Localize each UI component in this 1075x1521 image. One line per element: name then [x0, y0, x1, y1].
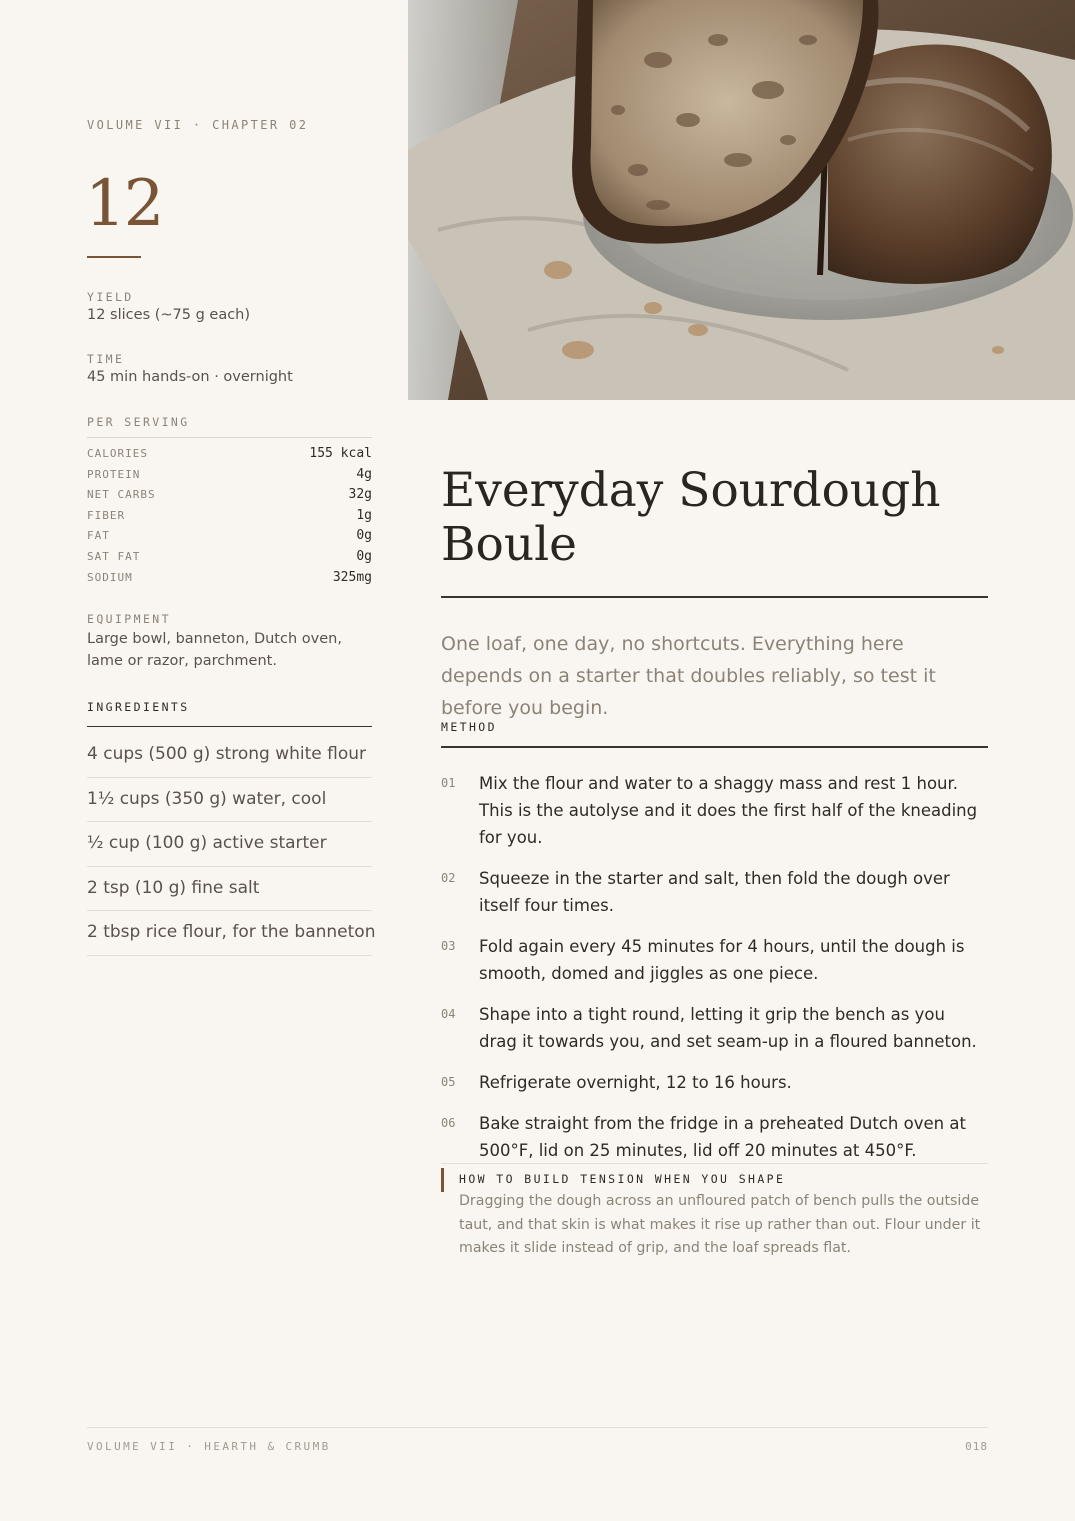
page-number: 018: [965, 1440, 988, 1453]
nutrition-table: [87, 446, 372, 590]
step-number: 03: [441, 939, 456, 953]
recipe-number: 12: [85, 167, 163, 241]
method-step: [441, 865, 988, 919]
footer-rule: [87, 1427, 988, 1428]
nutrition-row: [87, 508, 372, 529]
step-text: Bake straight from the fridge in a preheated Dutch oven at 500°F, lid on 25 minutes, lid off 20 minutes at 450°F.: [479, 1114, 966, 1160]
method-label: METHOD: [441, 720, 497, 734]
recipe-intro: One loaf, one day, no shortcuts. Everything here depends on a starter that doubles reliably, so test it before you begin.: [441, 633, 936, 719]
method-step: [441, 1110, 988, 1164]
nutrition-row: [87, 528, 372, 549]
nutrient-value: 4g: [356, 466, 372, 482]
nutrition-row: [87, 570, 372, 591]
recipe-title: Everyday Sourdough Boule: [441, 463, 941, 572]
hero-photo-bread: [408, 0, 1075, 400]
equipment-block: [87, 612, 372, 672]
nutrition-label: PER SERVING: [87, 415, 372, 438]
step-text: Shape into a tight round, letting it grip the bench as you drag it towards you, and set seam-up in a floured banneton.: [479, 1005, 977, 1051]
equipment-value: Large bowl, banneton, Dutch oven, lame or razor, parchment.: [87, 631, 342, 669]
nutrient-value: 32g: [348, 487, 372, 503]
step-number: 05: [441, 1075, 456, 1089]
nutrient-value: 0g: [356, 528, 372, 544]
yield-label: YIELD: [87, 290, 134, 304]
nutrition-row: [87, 446, 372, 467]
ingredient-item: 2 tsp (10 g) fine salt: [87, 867, 372, 912]
ingredient-item: 4 cups (500 g) strong white flour: [87, 733, 372, 778]
nutrient-value: 155 kcal: [309, 446, 372, 461]
tip-accent-bar: [441, 1168, 444, 1192]
step-number: 06: [441, 1116, 456, 1130]
tip-heading: HOW TO BUILD TENSION WHEN YOU SHAPE: [459, 1172, 786, 1186]
chapter-kicker: VOLUME VII · CHAPTER 02: [87, 118, 309, 132]
nutrient-name: PROTEIN: [87, 467, 141, 481]
nutrient-name: CALORIES: [87, 447, 148, 460]
yield-block: [87, 290, 372, 326]
ingredient-item: 2 tbsp rice flour, for the banneton: [87, 911, 372, 956]
equipment-label: EQUIPMENT: [87, 612, 171, 626]
nutrient-name: FIBER: [87, 508, 126, 522]
nutrient-name: SAT FAT: [87, 549, 141, 563]
ingredients-block: [87, 700, 376, 956]
nutrient-name: NET CARBS: [87, 488, 156, 502]
method-rule: [441, 746, 988, 748]
nutrient-value: 325mg: [332, 569, 372, 585]
nutrition-row: [87, 549, 372, 570]
nutrient-name: SODIUM: [87, 570, 133, 584]
ingredients-label: INGREDIENTS: [87, 700, 372, 727]
method-step: [441, 933, 988, 987]
method-step: [441, 1069, 988, 1096]
step-text: Mix the flour and water to a shaggy mass and rest 1 hour. This is the autolyse and it does the first half of the kneading for you.: [479, 774, 978, 847]
step-number: 02: [441, 871, 456, 885]
step-number: 01: [441, 776, 456, 790]
step-text: Squeeze in the starter and salt, then fold the dough over itself four times.: [479, 869, 950, 915]
tip-body: Dragging the dough across an unfloured patch of bench pulls the outside taut, and that skin is what makes it rise up rather than out. Flour under it makes it slide instead of grip, and the loaf spreads flat.: [459, 1193, 981, 1256]
nutrition-row: [87, 467, 372, 488]
ingredient-item: ½ cup (100 g) active starter: [87, 822, 372, 867]
title-rule: [441, 596, 988, 598]
footer-volume: VOLUME VII · HEARTH & CRUMB: [87, 1440, 331, 1453]
method-steps: [441, 770, 988, 1178]
nutrient-name: FAT: [87, 529, 110, 543]
method-step: [441, 1001, 988, 1055]
tip-box: [441, 1163, 988, 1261]
nutrient-value: 0g: [356, 548, 372, 564]
nutrition-row: [87, 487, 372, 508]
nutrient-value: 1g: [356, 507, 372, 523]
time-value: 45 min hands-on · overnight: [87, 369, 293, 385]
nutrition-block: [87, 415, 372, 590]
time-label: TIME: [87, 352, 125, 366]
step-text: Refrigerate overnight, 12 to 16 hours.: [479, 1073, 792, 1092]
ingredient-item: 1½ cups (350 g) water, cool: [87, 778, 372, 823]
ingredients-list: [87, 733, 376, 956]
method-step: [441, 770, 988, 851]
step-number: 04: [441, 1007, 456, 1021]
number-underline: [87, 256, 141, 258]
step-text: Fold again every 45 minutes for 4 hours, until the dough is smooth, domed and jiggles as one piece.: [479, 937, 965, 983]
yield-value: 12 slices (~75 g each): [87, 307, 251, 323]
time-block: [87, 352, 372, 388]
